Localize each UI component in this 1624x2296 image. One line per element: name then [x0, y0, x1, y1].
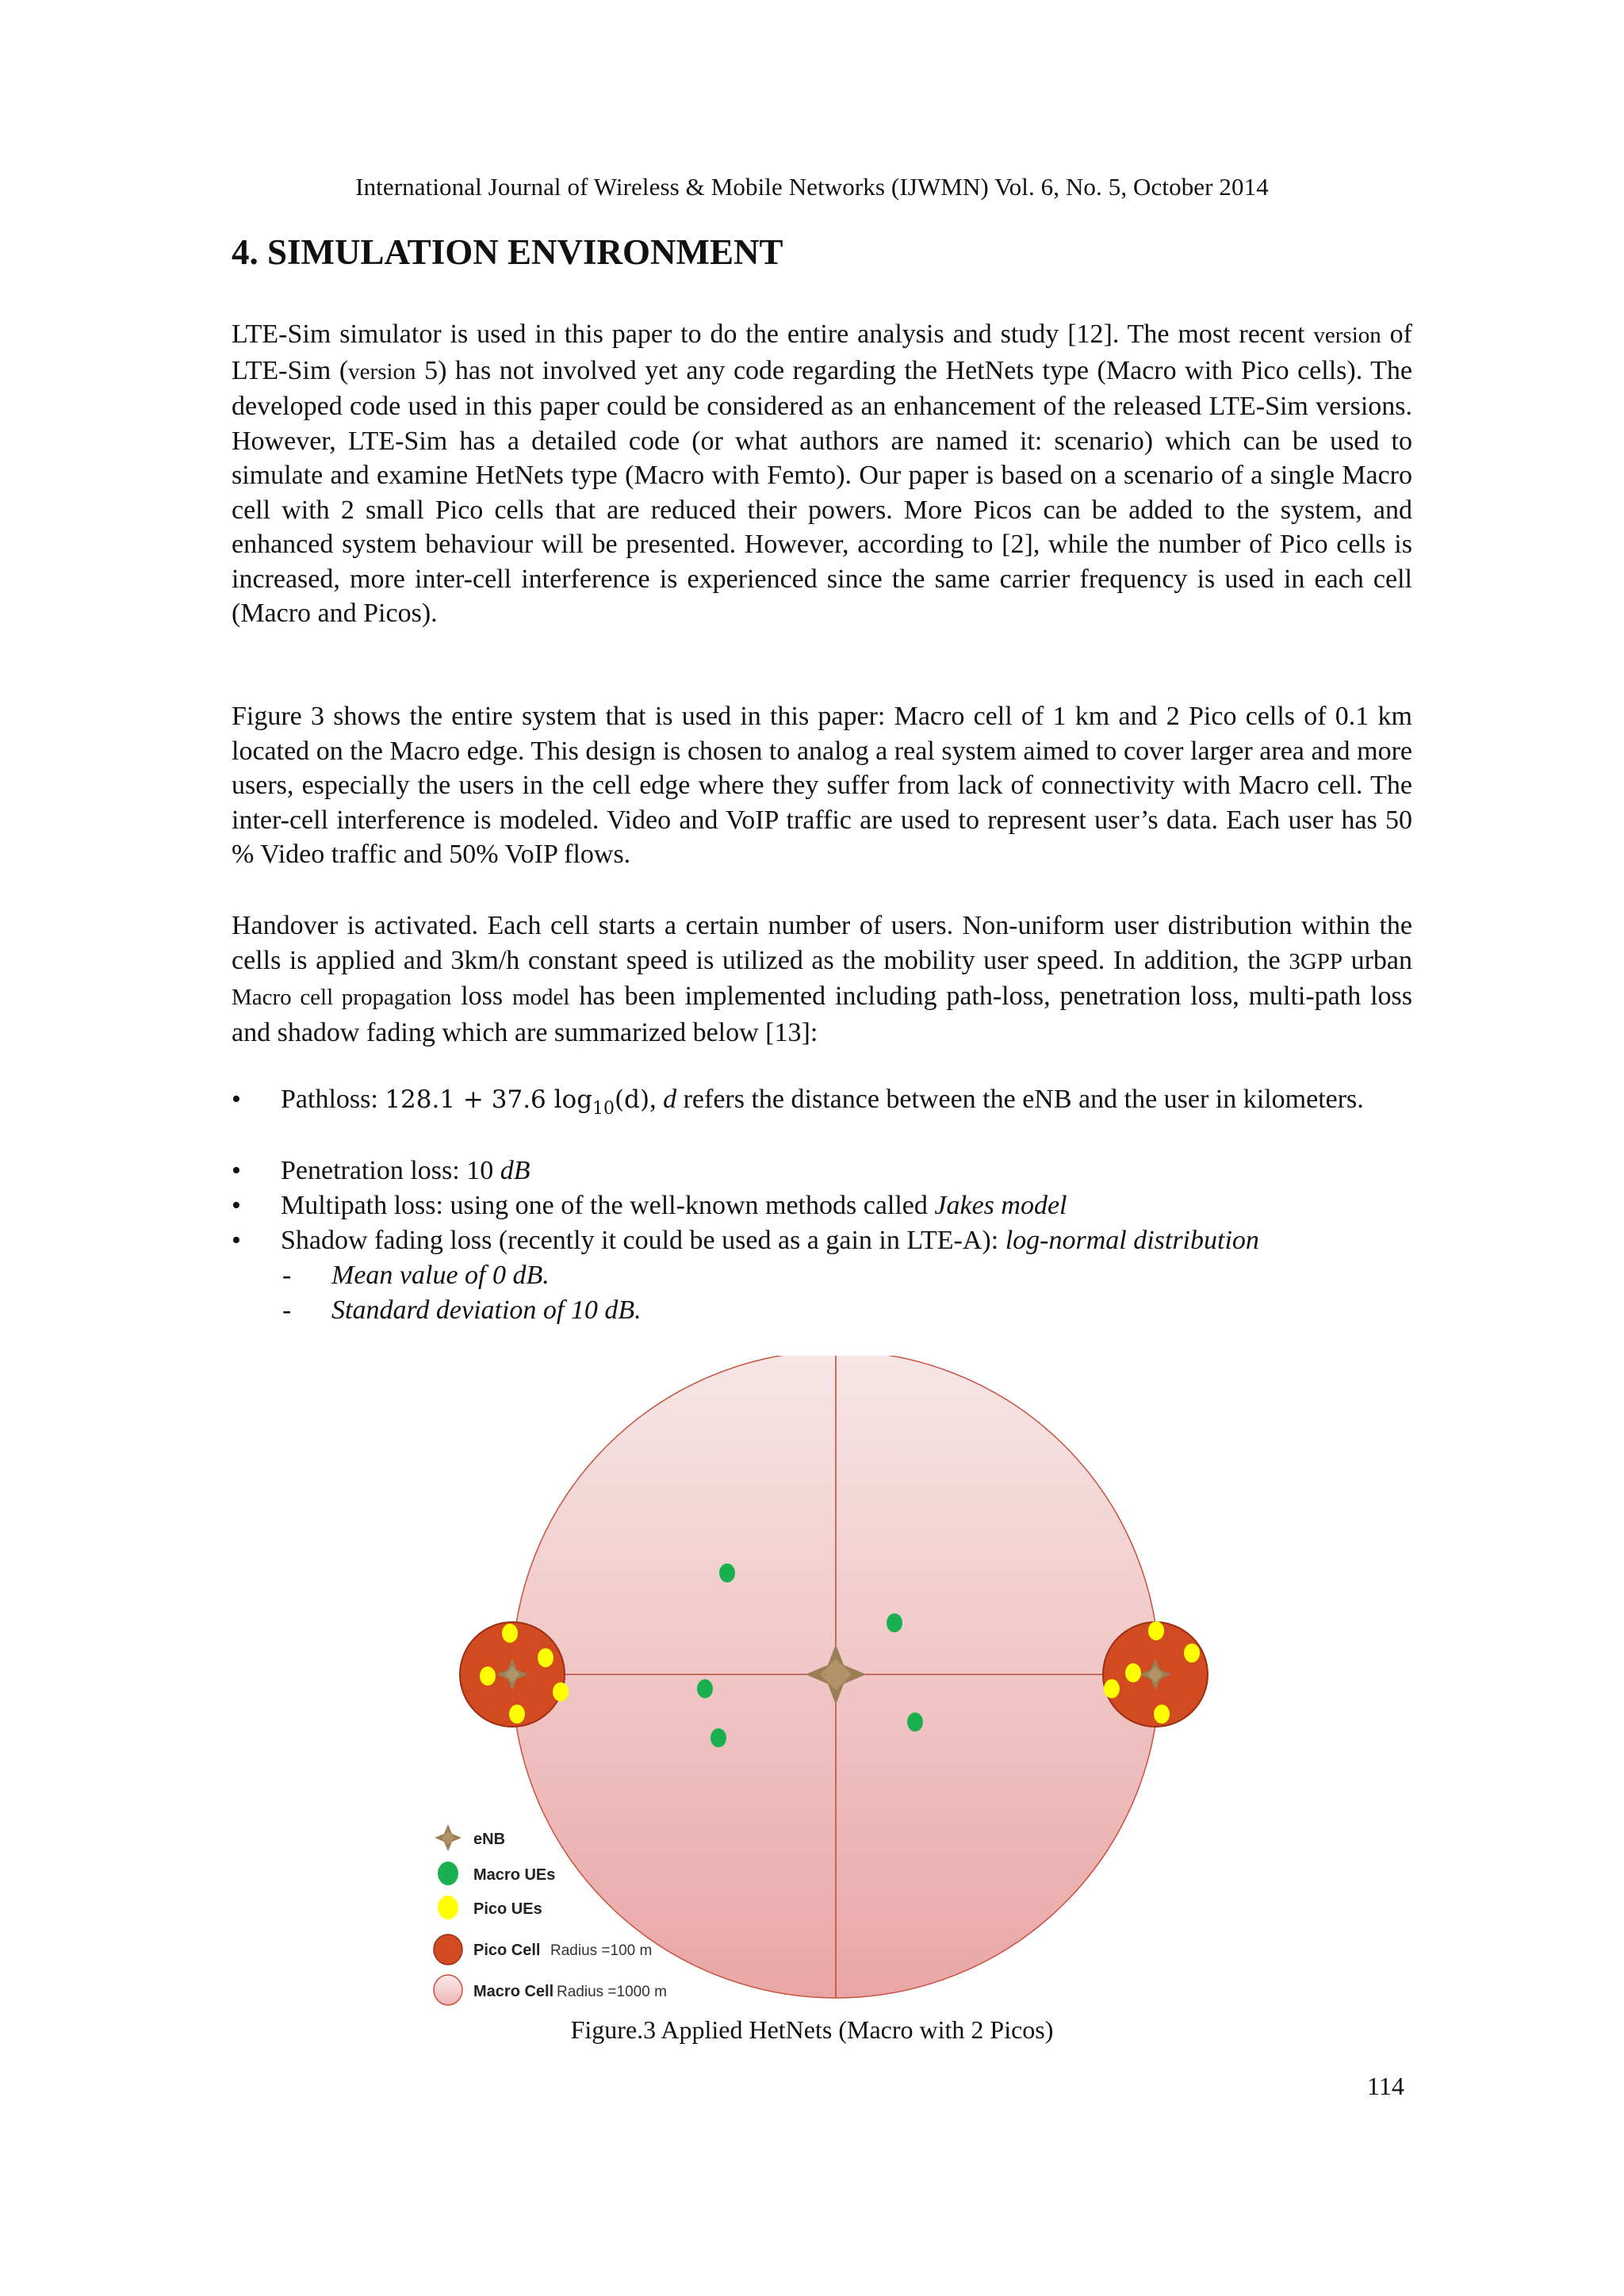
legend-macro-cell-label: Macro Cell: [473, 1983, 554, 2000]
p3-text-b: 3GPP: [1289, 948, 1343, 974]
pathloss-var: d: [663, 1085, 677, 1114]
macro-ue: [697, 1679, 713, 1698]
multipath-lead: Multipath loss: using one of the well-known methods called: [281, 1191, 935, 1220]
journal-header: International Journal of Wireless & Mobile Networks (IJWMN) Vol. 6, No. 5, October 2014: [355, 173, 1269, 201]
p1-text-d: version: [348, 358, 416, 385]
p1-text-a: LTE-Sim simulator is used in this paper to do the entire analysis and study [12]. The most recent: [232, 320, 1314, 349]
macro-ue: [719, 1563, 735, 1582]
legend-pico-radius: Radius =100 m: [550, 1942, 653, 1959]
pico-ue: [1125, 1663, 1141, 1682]
macro-ue: [887, 1613, 902, 1632]
pico-ue: [1104, 1679, 1120, 1698]
pico-ue: [1184, 1644, 1200, 1663]
legend-enb-icon: [435, 1824, 462, 1851]
shadow-distribution: log-normal distribution: [1005, 1226, 1259, 1255]
paragraph-2: Figure 3 shows the entire system that is used in this paper: Macro cell of 1 km and 2 Pico cells of 0.1 km located on the Macro edge. This design is chosen to analog a real system aimed to cover larger area and more users, especially the users in the cell edge where they suffer from lack of connectivity with Macro cell. The inter-cell interference is modeled. Video and VoIP traffic are used to represent user’s data. Each user has 50 % Video traffic and 50% VoIP flows.: [232, 702, 1412, 869]
p1-text-e: 5) has not involved yet any code regarding the HetNets type (Macro with Pico cells). The developed code used in this paper could be considered as an enhancement of the released LTE-Sim versions. However, LTE-Sim has a detailed code (or what authors are named it: scenario) which can be used to simulate and examine HetNets type (Macro with Femto). Our paper is based on a scenario of a single Macro cell with 2 small Pico cells that are reduced their powers. More Picos can be added to the system, and enhanced system behaviour will be presented. However, according to [2], while the number of Pico cells is increased, more inter-cell interference is experienced since the same carrier frequency is used in each cell (Macro and Picos).: [232, 355, 1412, 628]
figure-caption: Figure.3 Applied HetNets (Macro with 2 Picos): [570, 2015, 1054, 2044]
pathloss-sep: ,: [649, 1085, 664, 1114]
pathloss-log-base: 10: [592, 1098, 615, 1119]
pico-ue: [480, 1667, 496, 1686]
pathloss-tail: refers the distance between the eNB and the user in kilometers.: [676, 1085, 1364, 1114]
pathloss-formula: 128.1 + 37.6 log: [385, 1085, 593, 1114]
pathloss-lead: Pathloss:: [281, 1085, 385, 1114]
p3-text-g: has been implemented including path-loss, penetration loss, multi-path loss and shadow fading which are summarized below [13]:: [232, 982, 1412, 1047]
pico-ue: [1154, 1705, 1170, 1724]
sub-dash: -: [282, 1295, 292, 1325]
bullet-dot: •: [232, 1156, 241, 1185]
legend-macro-ue-label: Macro UEs: [473, 1866, 556, 1884]
page-number: 114: [1367, 2072, 1404, 2100]
legend-macro-ue-icon: [438, 1862, 458, 1885]
bullet-dot: •: [232, 1226, 241, 1255]
legend-pico-ue-label: Pico UEs: [473, 1900, 542, 1918]
paragraph-3: [232, 909, 1412, 1050]
pico-ue: [1148, 1621, 1164, 1640]
p3-text-c: urban: [1342, 945, 1413, 975]
pico-ue: [502, 1624, 518, 1643]
paragraph-1: [232, 317, 1412, 631]
penetration-lead: Penetration loss: 10: [281, 1156, 500, 1185]
macro-ue: [710, 1728, 726, 1747]
shadow-lead: Shadow fading loss (recently it could be used as a gain in LTE-A):: [281, 1226, 1005, 1255]
sub-mean-text: Mean value of 0 dB.: [331, 1261, 550, 1290]
legend-pico-cell-label: Pico Cell: [473, 1942, 541, 1959]
macro-ue: [907, 1712, 923, 1732]
p3-text-a: Handover is activated. Each cell starts a certain number of users. Non-uniform user distribution within the cells is applied and 3km/h constant speed is utilized as the mobility user speed. In addition, the: [232, 911, 1412, 975]
p1-text-c: of LTE-Sim (: [232, 320, 1412, 385]
legend-pico-cell-icon: [434, 1934, 462, 1965]
sub-std-text: Standard deviation of 10 dB.: [331, 1295, 642, 1325]
p1-text-b: version: [1313, 323, 1381, 348]
p3-text-d: Macro cell propagation: [232, 985, 452, 1010]
p3-text-e: loss: [451, 982, 512, 1011]
legend-pico-ue-icon: [438, 1896, 458, 1919]
legend-macro-cell-icon: [434, 1975, 462, 2005]
penetration-unit: dB: [500, 1156, 530, 1185]
sub-dash: -: [282, 1261, 292, 1290]
pico-ue: [553, 1682, 569, 1701]
legend-enb-label: eNB: [473, 1831, 506, 1848]
bullet-dot: •: [232, 1085, 241, 1114]
p3-text-f: model: [512, 985, 570, 1010]
section-title: 4. SIMULATION ENVIRONMENT: [232, 232, 783, 272]
legend-macro-radius: Radius =1000 m: [557, 1984, 667, 2000]
hetnet-figure: [428, 1356, 1624, 2014]
pathloss-arg: (d): [615, 1085, 650, 1114]
pico-ue: [509, 1705, 525, 1724]
multipath-model: Jakes model: [934, 1191, 1067, 1220]
bullet-dot: •: [232, 1191, 241, 1220]
pico-ue: [538, 1648, 553, 1667]
